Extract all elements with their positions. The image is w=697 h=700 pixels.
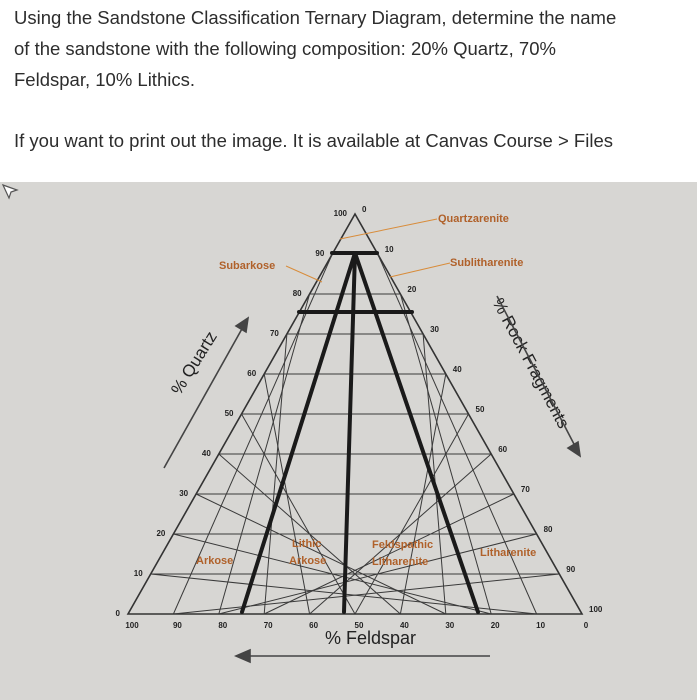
tick-feldspar-50: 50 [354, 621, 364, 630]
label-litharenite: Litharenite [480, 547, 537, 559]
tick-quartz-40: 40 [201, 449, 211, 458]
tick-rock-50: 50 [475, 405, 485, 414]
arrow-feldspar-head [236, 650, 250, 662]
label-lithic-arkose-line2: Arkose [289, 555, 327, 567]
tick-rock-20: 20 [407, 285, 417, 294]
label-lithic-arkose-line1: Lithic [292, 538, 322, 550]
tick-rock-80: 80 [543, 525, 553, 534]
grid-left-7 [196, 494, 446, 614]
axis-rock-fragments-label: % Rock Fragments [488, 294, 574, 432]
tick-rock-40: 40 [452, 365, 462, 374]
tick-rock-100: 100 [589, 605, 603, 614]
mouse-cursor-icon [0, 182, 22, 204]
label-arkose: Arkose [196, 555, 234, 567]
tick-quartz-90: 90 [315, 249, 325, 258]
tick-quartz-70: 70 [269, 329, 279, 338]
tick-quartz-30: 30 [179, 489, 189, 498]
leader-sublitharenite [390, 263, 450, 277]
tick-quartz-10: 10 [133, 569, 143, 578]
tick-feldspar-90: 90 [172, 621, 182, 630]
arrow-rock [497, 296, 575, 446]
tick-feldspar-80: 80 [218, 621, 228, 630]
tick-quartz-0: 0 [115, 609, 120, 618]
leader-subarkose [286, 266, 322, 282]
axis-feldspar-label: % Feldspar [325, 628, 417, 648]
grid-right-7 [264, 494, 514, 614]
tick-quartz-50: 50 [224, 409, 234, 418]
tick-rock-90: 90 [566, 565, 576, 574]
label-quartzarenite: Quartzarenite [438, 213, 509, 225]
axis-quartz-label: % Quartz [167, 327, 221, 399]
question-line-1: Using the Sandstone Classification Ternary Diagram, determine the name [14, 7, 617, 28]
tick-rock-10: 10 [384, 245, 394, 254]
arrow-quartz-head [236, 318, 248, 332]
label-feldspathic-line2: Litharenite [372, 556, 429, 568]
ternary-diagram [0, 182, 697, 700]
tick-rock-70: 70 [520, 485, 530, 494]
boundary-center [344, 253, 355, 612]
leader-quartzarenite [340, 219, 437, 239]
tick-rock-30: 30 [430, 325, 440, 334]
grid-right-9 [173, 574, 559, 614]
tick-feldspar-20: 20 [490, 621, 500, 630]
tick-rock-0: 0 [362, 205, 367, 214]
tick-quartz-100: 100 [333, 209, 347, 218]
note-line-1: If you want to print out the image. It is available at Canvas Course > Files [14, 129, 613, 151]
ternary-diagram-photo [0, 182, 697, 700]
question-line-2: of the sandstone with the following composition: 20% Quartz, 70% [14, 38, 556, 59]
tick-quartz-20: 20 [156, 529, 166, 538]
tick-feldspar-60: 60 [309, 621, 319, 630]
tick-quartz-80: 80 [292, 289, 302, 298]
question-line-3: Feldspar, 10% Lithics. [14, 69, 195, 90]
tick-feldspar-30: 30 [445, 621, 455, 630]
label-feldspathic-line1: Feldspathic [372, 539, 434, 551]
arrow-rock-head [568, 442, 580, 456]
tick-feldspar-100: 100 [125, 621, 139, 630]
tick-feldspar-0: 0 [583, 621, 589, 630]
question-text [14, 2, 684, 95]
tick-feldspar-10: 10 [536, 621, 546, 630]
tick-feldspar-40: 40 [399, 621, 409, 630]
tick-rock-60: 60 [498, 445, 508, 454]
tick-feldspar-70: 70 [263, 621, 273, 630]
tick-quartz-60: 60 [247, 369, 257, 378]
label-subarkose: Subarkose [219, 260, 276, 272]
label-sublitharenite: Sublitharenite [450, 257, 524, 269]
